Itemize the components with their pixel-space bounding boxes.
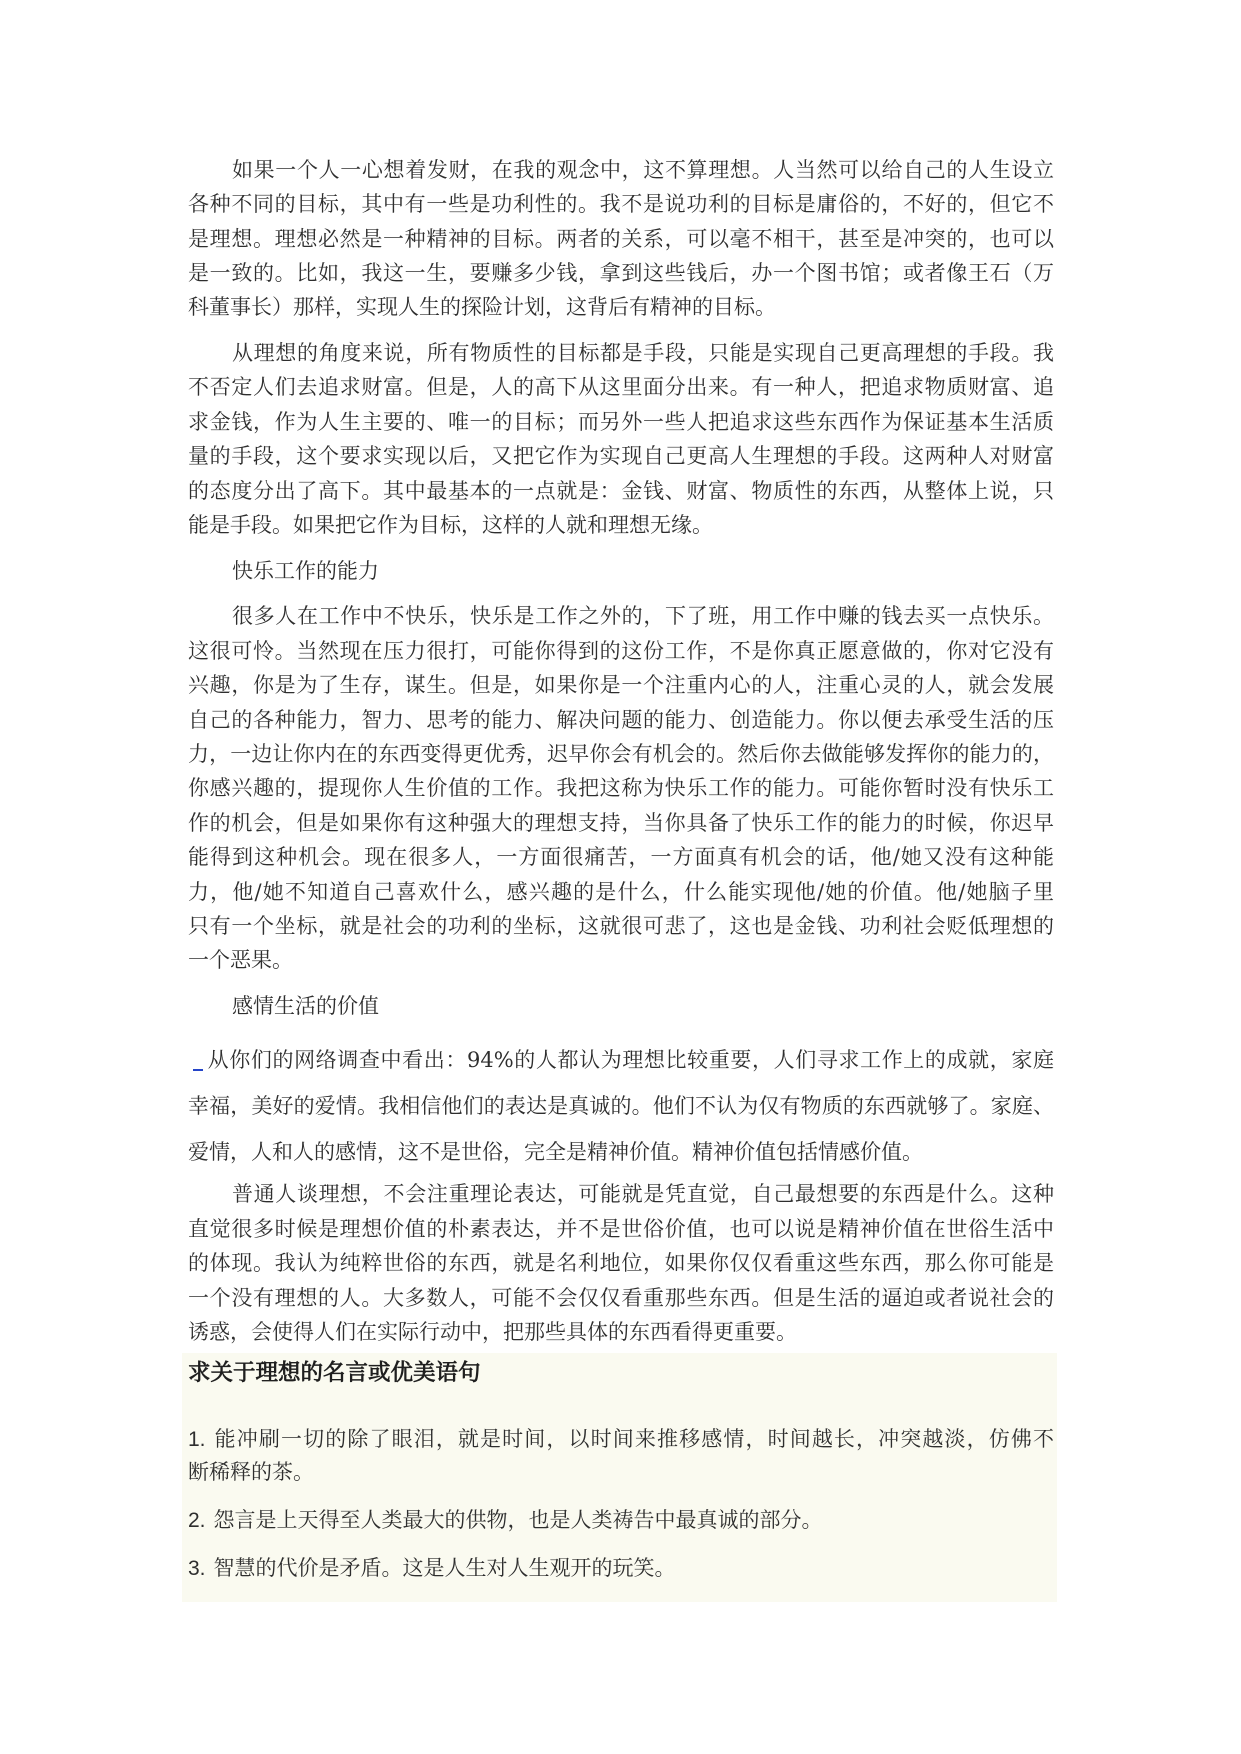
article-body (188, 153, 1054, 1602)
text-line: 幸福，美好的爱情。我相信他们的表达是真诚的。他们不认为仅有物质的东西就够了。家庭、 (188, 1094, 1054, 1119)
quote-item (188, 1552, 1054, 1584)
quote-item-number: 1. (188, 1428, 206, 1452)
text-line: 能得到这种机会。现在很多人，一方面很痛苦，一方面真有机会的话，他/她又没有这种能 (188, 845, 1054, 870)
text-line: 自己的各种能力，智力、思考的能力、解决问题的能力、创造能力。你以便去承受生活的压 (188, 707, 1054, 732)
quote-item-line: 断稀释的茶。 (188, 1459, 314, 1484)
text-line: 从理想的角度来说，所有物质性的目标都是手段，只能是实现自己更高理想的手段。我 (232, 341, 1054, 366)
quote-item-text: 能冲刷一切的除了眼泪，就是时间，以时间来推移感情，时间越长，冲突越淡，仿佛不 (213, 1427, 1054, 1452)
text-line: 的体现。我认为纯粹世俗的东西，就是名利地位，如果你仅仅看重这些东西，那么你可能是 (188, 1251, 1054, 1276)
text-line: 力，他/她不知道自己喜欢什么，感兴趣的是什么，什么能实现他/她的价值。他/她脑子里 (188, 879, 1054, 904)
text-line: 爱情，人和人的感情，这不是世俗，完全是精神价值。精神价值包括情感价值。 (188, 1140, 923, 1165)
text-line: 不否定人们去追求财富。但是，人的高下从这里面分出来。有一种人，把追求物质财富、追 (188, 375, 1054, 400)
text-line-content: 从你们的网络调查中看出：94%的人都认为理想比较重要，人们寻求工作上的成就，家庭 (207, 1048, 1054, 1073)
paragraph (188, 1177, 1054, 1349)
text-line: 作的机会，但是如果你有这种强大的理想支持，当你具备了快乐工作的能力的时候，你迟早 (188, 810, 1054, 835)
paragraph (188, 153, 1054, 325)
quote-item-text: 怨言是上天得至人类最大的供物，也是人类祷告中最真诚的部分。 (213, 1507, 823, 1532)
text-line: 只有一个坐标，就是社会的功利的坐标，这就很可悲了，这也是金钱、功利社会贬低理想的 (188, 913, 1054, 938)
text-line: 能是手段。如果把它作为目标，这样的人就和理想无缘。 (188, 513, 713, 537)
text-line: 直觉很多时候是理想价值的朴素表达，并不是世俗价值，也可以说是精神价值在世俗生活中 (188, 1216, 1054, 1241)
section-heading: 感情生活的价值 (232, 993, 379, 1018)
text-line: 很多人在工作中不快乐，快乐是工作之外的，下了班，用工作中赚的钱去买一点快乐。 (232, 604, 1054, 629)
text-line: 兴趣，你是为了生存，谋生。但是，如果你是一个注重内心的人，注重心灵的人，就会发展 (188, 673, 1054, 698)
text-line: 科董事长）那样，实现人生的探险计划，这背后有精神的目标。 (188, 295, 776, 320)
text-line: 是一致的。比如，我这一生，要赚多少钱，拿到这些钱后，办一个图书馆；或者像王石（万 (188, 260, 1054, 285)
quote-item (188, 1504, 1054, 1536)
text-line: 普通人谈理想，不会注重理论表达，可能就是凭直觉，自己最想要的东西是什么。这种 (232, 1182, 1054, 1207)
text-line: 一个恶果。 (188, 948, 293, 973)
text-line: 这很可怜。当然现在压力很打，可能你得到的这份工作，不是你真正愿意做的，你对它没有 (188, 638, 1054, 663)
quote-item-number: 2. (188, 1508, 206, 1532)
text-line: 是理想。理想必然是一种精神的目标。两者的关系，可以毫不相干，甚至是冲突的，也可以 (188, 226, 1054, 251)
text-line: 你感兴趣的，提现你人生价值的工作。我把这称为快乐工作的能力。可能你暂时没有快乐工 (188, 776, 1054, 801)
text-line: 如果一个人一心想着发财，在我的观念中，这不算理想。人当然可以给自己的人生设立 (232, 157, 1054, 182)
text-line: 各种不同的目标，其中有一些是功利性的。我不是说功利的目标是庸俗的，不好的，但它不 (188, 192, 1054, 217)
text-line: 力，一边让你内在的东西变得更优秀，迟早你会有机会的。然后你去做能够发挥你的能力的， (188, 741, 1054, 766)
paragraph (188, 336, 1054, 542)
quote-item-line (188, 1552, 1054, 1584)
quote-box (182, 1353, 1057, 1602)
section-heading: 快乐工作的能力 (232, 558, 379, 583)
quote-box-title: 求关于理想的名言或优美语句 (188, 1360, 481, 1386)
quote-item (188, 1423, 1054, 1488)
paragraph (188, 1037, 1054, 1175)
hyperlink-marker[interactable] (193, 1069, 203, 1071)
quote-item-line (188, 1423, 1054, 1455)
text-line: 诱惑，会使得人们在实际行动中，把那些具体的东西看得更重要。 (188, 1319, 797, 1344)
quote-item-line (188, 1504, 1054, 1536)
paragraph (188, 599, 1054, 977)
text-line: 量的手段，这个要求实现以后，又把它作为实现自己更高人生理想的手段。这两种人对财富 (188, 444, 1054, 469)
text-line: 一个没有理想的人。大多数人，可能不会仅仅看重那些东西。但是生活的逼迫或者说社会的 (188, 1285, 1054, 1310)
text-line: 的态度分出了高下。其中最基本的一点就是：金钱、财富、物质性的东西，从整体上说，只 (188, 478, 1054, 503)
text-line: 求金钱，作为人生主要的、唯一的目标；而另外一些人把追求这些东西作为保证基本生活质 (188, 409, 1054, 434)
quote-item-text: 智慧的代价是矛盾。这是人生对人生观开的玩笑。 (213, 1555, 676, 1580)
quote-item-number: 3. (188, 1556, 206, 1580)
text-line (188, 1037, 1054, 1083)
